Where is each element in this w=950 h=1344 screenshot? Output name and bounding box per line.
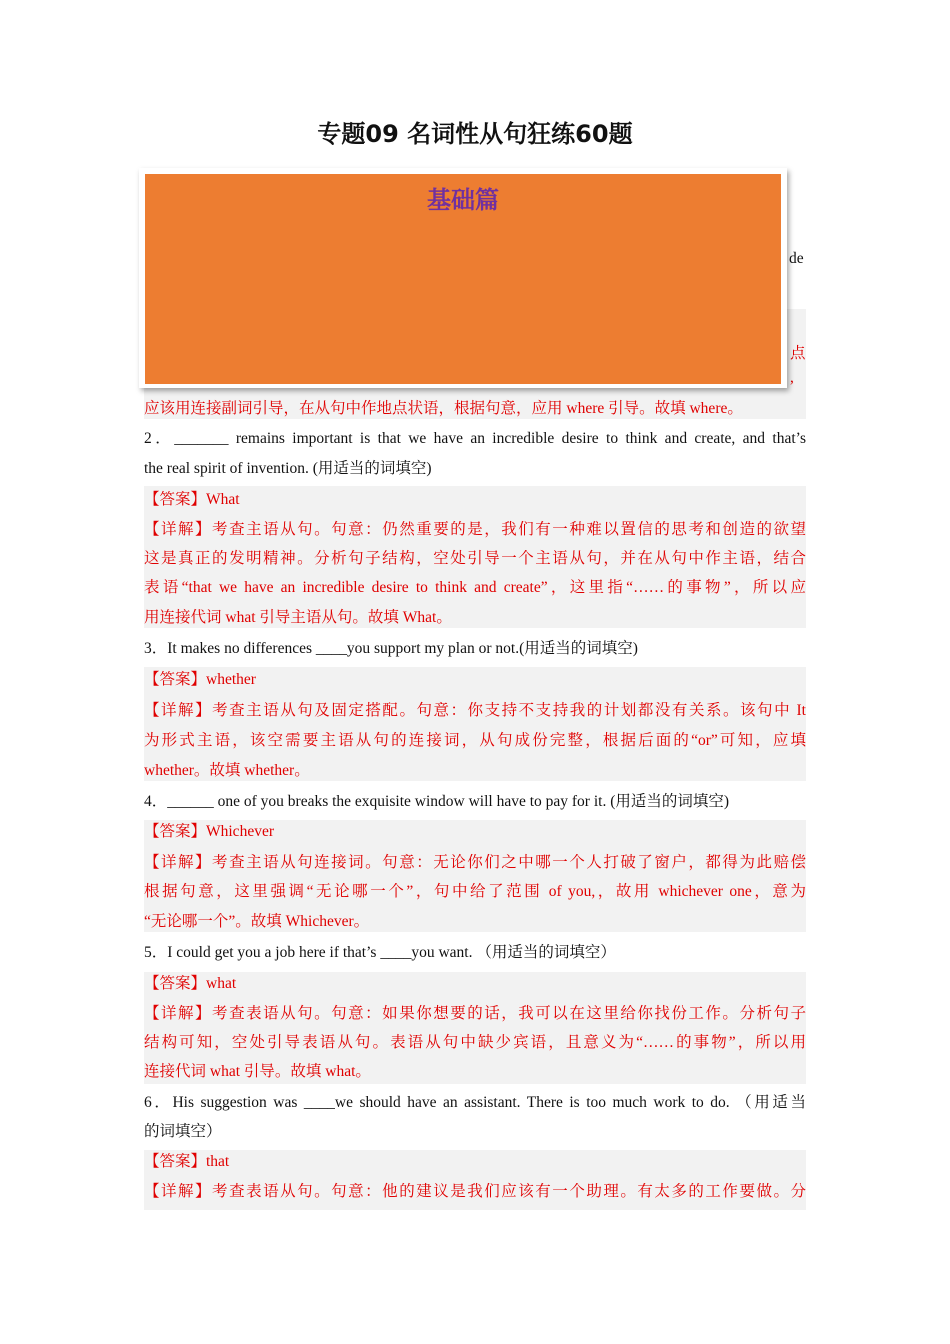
section-banner: [145, 174, 781, 384]
q2-question-line-2: the real spirit of invention. (用适当的词填空): [144, 460, 432, 477]
q1-detail-last-line: 应该用连接副词引导，在从句中作地点状语，根据句意，应用 where 引导。故填 where。: [144, 400, 743, 417]
q1-answer-fragment-1: 点: [790, 345, 806, 362]
page-title: 专题09 名词性从句狂练60题: [317, 120, 633, 148]
q5-detail-line-2: 结构可知，空处引导表语从句。表语从句中缺少宾语，且意义为“……的事物”，所以用: [144, 1034, 806, 1051]
q6-detail-line-1: 【详解】考查表语从句。句意：他的建议是我们应该有一个助理。有太多的工作要做。分: [144, 1183, 806, 1200]
q6-question-line-1: 6．His suggestion was ____we should have an assistant. There is too much work to do. （用适当: [144, 1094, 806, 1111]
q2-detail-line-1: 【详解】考查主语从句。句意：仍然重要的是，我们有一种难以置信的思考和创造的欲望: [144, 521, 806, 538]
q3-question-line-1: 3．It makes no differences ____you support my plan or not.(用适当的词填空): [144, 640, 638, 657]
q4-detail-line-1: 【详解】考查主语从句连接词。句意：无论你们之中哪一个人打破了窗户，都得为此赔偿: [144, 854, 806, 871]
q2-answer: 【答案】What: [144, 491, 240, 508]
q5-detail-line-3: 连接代词 what 引导。故填 what。: [144, 1063, 371, 1080]
q2-detail-line-3: 表语“that we have an incredible desire to think and create”，这里指“……的事物”，所以应: [144, 579, 806, 596]
q3-detail-line-1: 【详解】考查主语从句及固定搭配。句意：你支持不支持我的计划都没有关系。该句中 It: [144, 702, 806, 719]
q2-question-line-1: 2．_______ remains important is that we have an incredible desire to think and create, and that’s: [144, 430, 806, 447]
q2-detail-line-4: 用连接代词 what 引导主语从句。故填 What。: [144, 609, 452, 626]
q3-detail-line-2: 为形式主语，该空需要主语从句的连接词，从句成份完整，根据后面的“or”可知，应填: [144, 732, 806, 749]
q6-answer: 【答案】that: [144, 1153, 230, 1170]
q5-question-line-1: 5．I could get you a job here if that’s ____you want. （用适当的词填空）: [144, 944, 616, 961]
q3-detail-line-3: whether。故填 whether。: [144, 762, 310, 779]
q1-line-fragment: de: [789, 250, 804, 267]
q5-answer: 【答案】what: [144, 975, 237, 992]
q3-answer: 【答案】whether: [144, 671, 256, 688]
q4-question-line-1: 4．______ one of you breaks the exquisite window will have to pay for it. (用适当的词填空): [144, 793, 730, 810]
q4-detail-line-3: “无论哪一个”。故填 Whichever。: [144, 913, 370, 930]
q4-detail-line-2: 根据句意，这里强调“无论哪一个”，句中给了范围 of you,，故用 whichever one，意为: [144, 883, 806, 900]
q6-question-line-2: 的词填空）: [144, 1123, 222, 1140]
q2-detail-line-2: 这是真正的发明精神。分析句子结构，空处引导一个主语从句，并在从句中作主语，结合: [144, 550, 806, 567]
q1-answer-fragment-2: ,: [790, 369, 794, 386]
banner-title: 基础篇: [427, 186, 499, 214]
q5-detail-line-1: 【详解】考查表语从句。句意：如果你想要的话，我可以在这里给你找份工作。分析句子: [144, 1005, 806, 1022]
q4-answer: 【答案】Whichever: [144, 823, 274, 840]
